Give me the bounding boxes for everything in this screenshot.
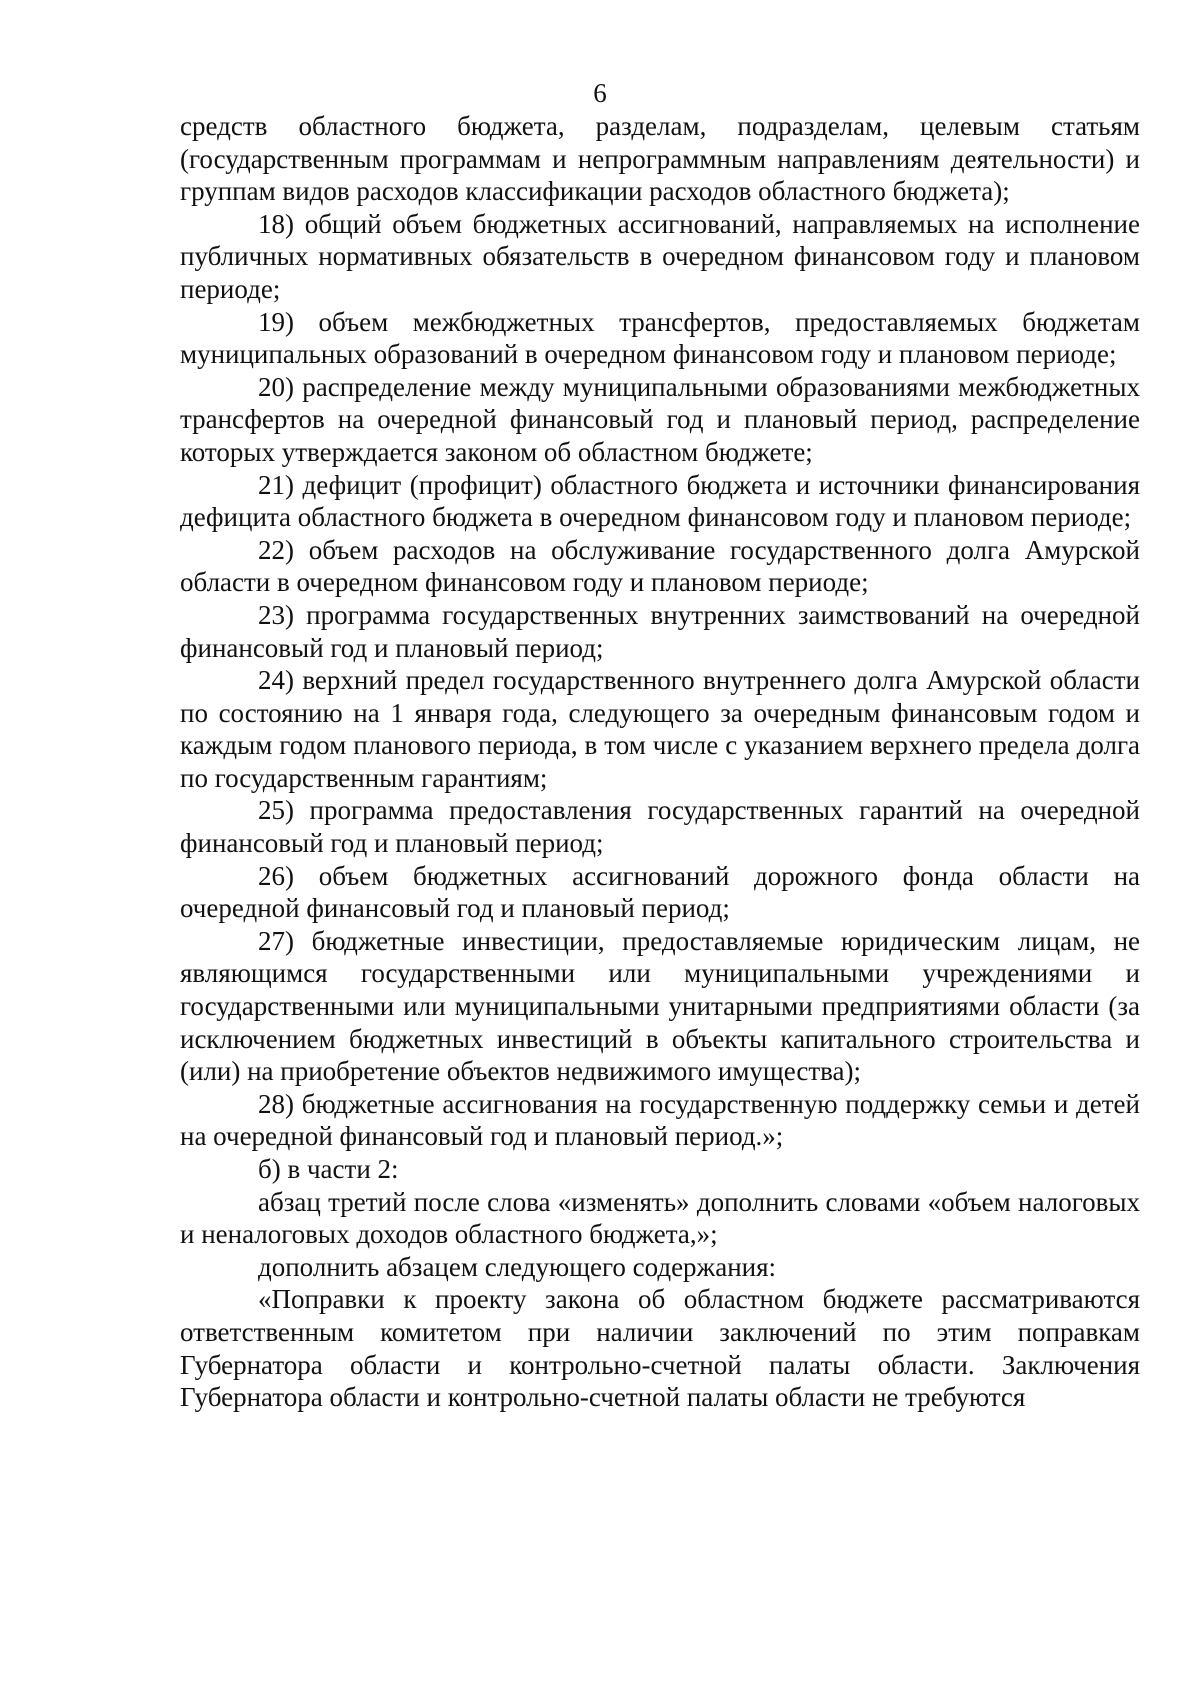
paragraph-item-21: 21) дефицит (профицит) областного бюджета и источники финансирования дефицита областного бюджета в очередном финансовом году и плановом периоде; — [180, 469, 1140, 533]
paragraph-amendment-third: абзац третий после слова «изменять» дополнить словами «объем налоговых и неналоговых доходов областного бюджета,»; — [180, 1186, 1140, 1250]
paragraph-quoted-clause: «Поправки к проекту закона об областном бюджете рассматриваются ответственным комитетом при наличии заключений по этим поправкам Губернатора области и контрольно-счетной палаты области. Заключения Губернатора области и контрольно-счетной палаты области не требуются — [180, 1284, 1140, 1413]
paragraph-continuation: средств областного бюджета, разделам, подразделам, целевым статьям (государственным программам и непрограммным направлениям деятельности) и группам видов расходов классификации расходов областного бюджета); — [180, 111, 1140, 207]
paragraph-item-24: 24) верхний предел государственного внутреннего долга Амурской области по состоянию на 1 января года, следующего за очередным финансовым годом и каждым годом планового периода, в том числе с указанием верхнего предела долга по государственным гарантиям; — [180, 665, 1140, 793]
paragraph-item-22: 22) объем расходов на обслуживание государственного долга Амурской области в очередном финансовом году и плановом периоде; — [180, 534, 1140, 598]
paragraph-item-20: 20) распределение между муниципальными образованиями межбюджетных трансфертов на очередной финансовый год и плановый период, распределение которых утверждается законом об областном бюджете; — [180, 371, 1140, 467]
paragraph-item-27: 27) бюджетные инвестиции, предоставляемые юридическим лицам, не являющимся государственными или муниципальными учреждениями и государственными или муниципальными унитарными предприятиями области (за исключением бюджетных инвестиций в объекты капитального строительства и (или) на приобретение объектов недвижимого имущества); — [180, 925, 1140, 1087]
paragraph-item-18: 18) общий объем бюджетных ассигнований, направляемых на исполнение публичных нормативных обязательств в очередном финансовом году и плановом периоде; — [180, 208, 1140, 304]
paragraph-item-28: 28) бюджетные ассигнования на государственную поддержку семьи и детей на очередной финансовый год и плановый период.»; — [180, 1088, 1140, 1152]
document-body — [180, 110, 1140, 1414]
paragraph-item-23: 23) программа государственных внутренних заимствований на очередной финансовый год и плановый период; — [180, 599, 1140, 663]
paragraph-item-25: 25) программа предоставления государственных гарантий на очередной финансовый год и плановый период; — [180, 795, 1140, 859]
paragraph-subitem-b: б) в части 2: — [258, 1154, 399, 1184]
paragraph-item-19: 19) объем межбюджетных трансфертов, предоставляемых бюджетам муниципальных образований в очередном финансовом году и плановом периоде; — [180, 306, 1140, 370]
page-number: 6 — [593, 78, 607, 108]
paragraph-add-clause: дополнить абзацем следующего содержания: — [258, 1251, 777, 1282]
paragraph-item-26: 26) объем бюджетных ассигнований дорожного фонда области на очередной финансовый год и плановый период; — [180, 860, 1140, 924]
